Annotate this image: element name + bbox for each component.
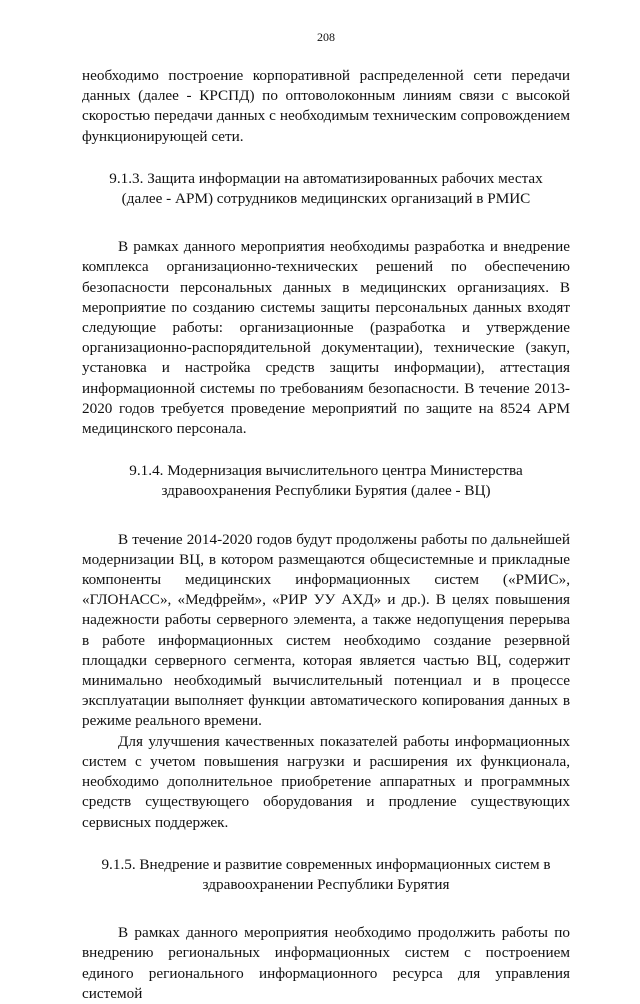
paragraph-vc-modernization: В течение 2014-2020 годов будут продолжены работы по дальнейшей модернизации ВЦ, в котором размещаются общесистемные и прикладные компоненты медицинских информационных систем («РМИС», «ГЛОНАСС», «Медфрейм», «РИР УУ АХД» и др.). В целях повышения надежности работы серверного элемента, а также недопущения перерыва в работе информационных систем необходимо создание резервной площадки серверного сегмента, которая является частью ВЦ, содержит минимально необходимый вычислительный потенциал и в процессе эксплуатации выполняет функции автоматического копирования данных в режиме реального времени. xyxy=(82,530,570,730)
heading-line: здравоохранении Республики Бурятия xyxy=(202,875,450,893)
paragraph-quality-improvement: Для улучшения качественных показателей работы информационных систем с учетом повышения нагрузки и расширения их функционала, необходимо дополнительное приобретение аппаратных и программных средств существующего оборудования и продление существующих сервисных поддержек. xyxy=(82,732,570,831)
heading-line: 9.1.4. Модернизация вычислительного центра Министерства xyxy=(129,462,523,480)
section-heading-9-1-3 xyxy=(82,169,570,209)
heading-line: 9.1.3. Защита информации на автоматизированных рабочих местах xyxy=(109,169,543,187)
heading-line: здравоохранения Республики Бурятия (далее - ВЦ) xyxy=(161,482,491,500)
heading-line: (далее - АРМ) сотрудников медицинских организаций в РМИС xyxy=(121,190,531,208)
section-heading-9-1-4 xyxy=(82,461,570,501)
heading-line: 9.1.5. Внедрение и развитие современных информационных систем в xyxy=(101,855,551,873)
paragraph-intro: необходимо построение корпоративной распределенной сети передачи данных (далее - КРСПД) по оптоволоконным линиям связи с высокой скоростью передачи данных с необходимым техническим сопровождением функционирующей сети. xyxy=(82,67,570,145)
paragraph-arm-protection: В рамках данного мероприятия необходимы разработка и внедрение комплекса организационно-технических решений по обеспечению безопасности персональных данных в медицинских организациях. В мероприятие по созданию системы защиты персональных данных входят следующие работы: организационные (разработка и утверждение организационно-распорядительной документации), технические (закуп, установка и настройка средств защиты информации), аттестация информационной системы по требованиям безопасности. В течение 2013-2020 годов требуется проведение мероприятий по защите на 8524 АРМ медицинского персонала. xyxy=(82,238,570,438)
section-heading-9-1-5 xyxy=(82,855,570,895)
paragraph-info-systems: В рамках данного мероприятия необходимо продолжить работы по внедрению региональных информационных систем с построением единого регионального информационного ресурса для управления системой xyxy=(82,924,570,1002)
page-number: 208 xyxy=(317,30,335,44)
